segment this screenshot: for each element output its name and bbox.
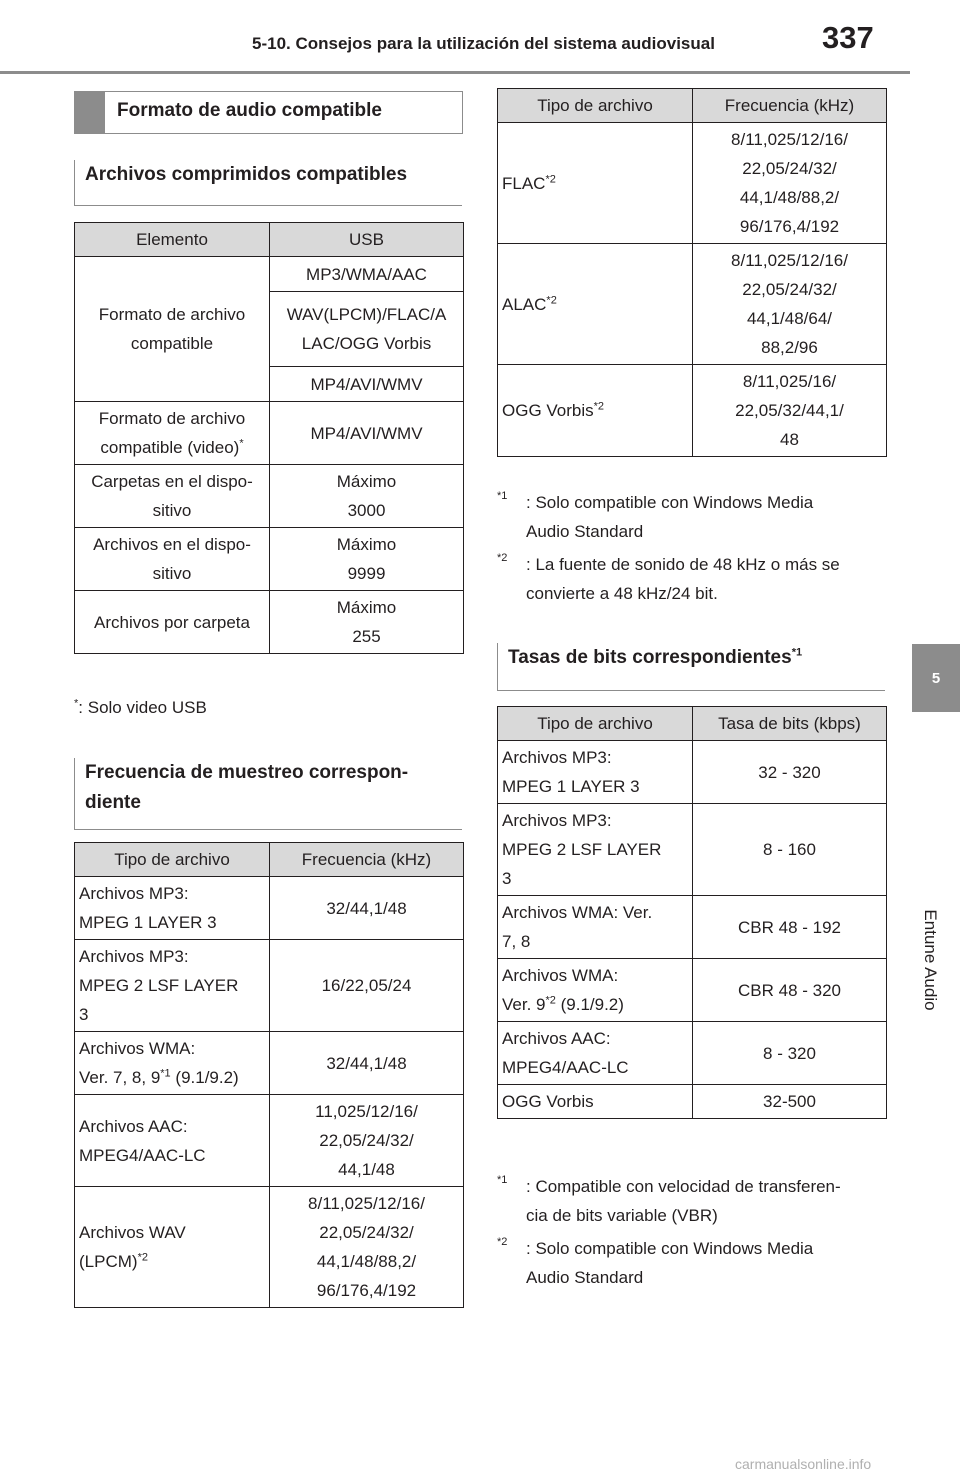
video-value-cell: MP4/AVI/WMV (270, 402, 464, 465)
column-header: Tipo de archivo (498, 707, 693, 741)
table-row (498, 741, 887, 804)
table-header-row (498, 707, 887, 741)
value-cell: 16/22,05/24 (270, 940, 464, 1032)
table-row (498, 365, 887, 457)
column-header: Frecuencia (kHz) (693, 89, 887, 123)
value-cell: CBR 48 - 192 (693, 896, 887, 959)
type-cell: Archivos WMA: Ver. 7, 8, 9$^{*1}$ (9.1/9.2) (75, 1032, 270, 1095)
column-header: Frecuencia (kHz) (270, 843, 464, 877)
value-cell: 32 - 320 (693, 741, 887, 804)
table-row (75, 877, 464, 940)
format-cell: WAV(LPCM)/FLAC/A LAC/OGG Vorbis (270, 292, 464, 367)
type-cell: Archivos MP3: MPEG 2 LSF LAYER 3 (498, 804, 693, 896)
row-value-cell: Máximo 9999 (270, 528, 464, 591)
sampling-table-continued (497, 88, 887, 457)
table-header-row (75, 223, 464, 257)
section-header: 5-10. Consejos para la utilización del sistema audiovisual (252, 34, 715, 53)
format-cell: MP4/AVI/WMV (270, 367, 464, 402)
type-cell: Archivos AAC: MPEG4/AAC-LC (75, 1095, 270, 1187)
type-cell: Archivos MP3: MPEG 1 LAYER 3 (75, 877, 270, 940)
footnote-mark: * (74, 697, 79, 710)
footnote-text: : Solo compatible con Windows Media Audio Standard (526, 1239, 814, 1287)
page-number: 337 (822, 20, 874, 55)
value-cell: 8/11,025/16/ 22,05/32/44,1/ 48 (693, 365, 887, 457)
table-row (75, 528, 464, 591)
sampling-heading: Frecuencia de muestreo correspon- diente (74, 758, 462, 830)
format-label-cell: Formato de archivo compatible (75, 257, 270, 402)
footnote-mark: *2 (545, 994, 556, 1007)
type-cell: ALAC$^{*2}$ (498, 244, 693, 365)
footnote: *2 : Solo compatible con Windows Media Audio Standard (497, 1234, 887, 1294)
section-title-bar (75, 92, 105, 133)
row-value-cell: Máximo 255 (270, 591, 464, 654)
footnote-text: : La fuente de sonido de 48 kHz o más se convierte a 48 kHz/24 bit. (526, 555, 840, 603)
value-cell: CBR 48 - 320 (693, 959, 887, 1022)
value-cell: 32-500 (693, 1085, 887, 1119)
type-cell: Archivos WMA: Ver. 9$^{*2}$ (9.1/9.2) (498, 959, 693, 1022)
bitrates-table (497, 706, 887, 1119)
chapter-number: 5 (931, 669, 941, 687)
row-label-cell: Carpetas en el dispo- sitivo (75, 465, 270, 528)
chapter-tab (912, 644, 960, 712)
type-cell: FLAC$^{*2}$ (498, 123, 693, 244)
type-cell: Archivos WAV (LPCM)$^{*2}$ (75, 1187, 270, 1308)
column-header: Elemento (75, 223, 270, 257)
value-cell: 8 - 160 (693, 804, 887, 896)
table-row (498, 244, 887, 365)
table-row (498, 1085, 887, 1119)
sampling-table (74, 842, 464, 1308)
watermark: carmanualsonline.info (735, 1456, 872, 1472)
column-header: Tipo de archivo (498, 89, 693, 123)
type-cell: OGG Vorbis$^{*2}$ (498, 365, 693, 457)
table-row (75, 257, 464, 292)
video-footnote: *: Solo video USB (74, 697, 207, 717)
table-row (498, 959, 887, 1022)
format-cell: MP3/WMA/AAC (270, 257, 464, 292)
footnote-mark: *1 (160, 1067, 171, 1080)
column-header: Tasa de bits (kbps) (693, 707, 887, 741)
footnote: *1 : Compatible con velocidad de transferen- cia de bits variable (VBR) (497, 1172, 887, 1232)
table-row (75, 1095, 464, 1187)
value-cell: 11,025/12/16/ 22,05/24/32/ 44,1/48 (270, 1095, 464, 1187)
footnote-mark: * (239, 437, 244, 450)
row-value-cell: Máximo 3000 (270, 465, 464, 528)
footnote-text: : Compatible con velocidad de transferen- cia de bits variable (VBR) (526, 1177, 841, 1225)
table-row (75, 402, 464, 465)
section-title: Formato de audio compatible (117, 100, 382, 121)
row-label-cell: Archivos por carpeta (75, 591, 270, 654)
table-header-row (498, 89, 887, 123)
footnote-mark: *2 (137, 1251, 148, 1264)
value-cell: 32/44,1/48 (270, 1032, 464, 1095)
footnote-mark: *2 (593, 400, 605, 413)
video-label-cell: Formato de archivo compatible (video)* (75, 402, 270, 465)
row-label-cell: Archivos en el dispo- sitivo (75, 528, 270, 591)
footnote-mark: *2 (545, 172, 556, 185)
table-row (75, 940, 464, 1032)
table-row (75, 1032, 464, 1095)
table-row (498, 896, 887, 959)
table-header-row (75, 843, 464, 877)
table-row (75, 591, 464, 654)
header-rule (0, 71, 910, 74)
compressed-files-table (74, 222, 464, 654)
column-header: Tipo de archivo (75, 843, 270, 877)
value-cell: 8/11,025/12/16/ 22,05/24/32/ 44,1/48/64/ 88,2/96 (693, 244, 887, 365)
footnote: *1 : Solo compatible con Windows Media Audio Standard (497, 488, 887, 548)
footnote: *2 : La fuente de sonido de 48 kHz o más se convierte a 48 kHz/24 bit. (497, 550, 887, 610)
type-cell: Archivos WMA: Ver. 7, 8 (498, 896, 693, 959)
value-cell: 32/44,1/48 (270, 877, 464, 940)
footnote-mark: *2 (546, 293, 557, 306)
section-title-box (74, 91, 463, 134)
column-header: USB (270, 223, 464, 257)
chapter-label: Entune Audio (921, 909, 940, 1011)
value-cell: 8/11,025/12/16/ 22,05/24/32/ 44,1/48/88,2/ 96/176,4/192 (693, 123, 887, 244)
table-row (498, 804, 887, 896)
type-cell: Archivos MP3: MPEG 2 LSF LAYER 3 (75, 940, 270, 1032)
footnote-mark: *1 (791, 646, 803, 659)
value-cell: 8 - 320 (693, 1022, 887, 1085)
type-cell: OGG Vorbis (498, 1085, 693, 1119)
bitrates-heading: Tasas de bits correspondientes$^{*1}$ (497, 643, 885, 691)
table-row (75, 465, 464, 528)
type-cell: Archivos MP3: MPEG 1 LAYER 3 (498, 741, 693, 804)
compressed-files-heading: Archivos comprimidos compatibles (74, 160, 462, 206)
table-row (498, 1022, 887, 1085)
value-cell: 8/11,025/12/16/ 22,05/24/32/ 44,1/48/88,2/ 96/176,4/192 (270, 1187, 464, 1308)
footnote-text: : Solo compatible con Windows Media Audio Standard (526, 493, 814, 541)
table-row (75, 1187, 464, 1308)
table-row (498, 123, 887, 244)
type-cell: Archivos AAC: MPEG4/AAC-LC (498, 1022, 693, 1085)
